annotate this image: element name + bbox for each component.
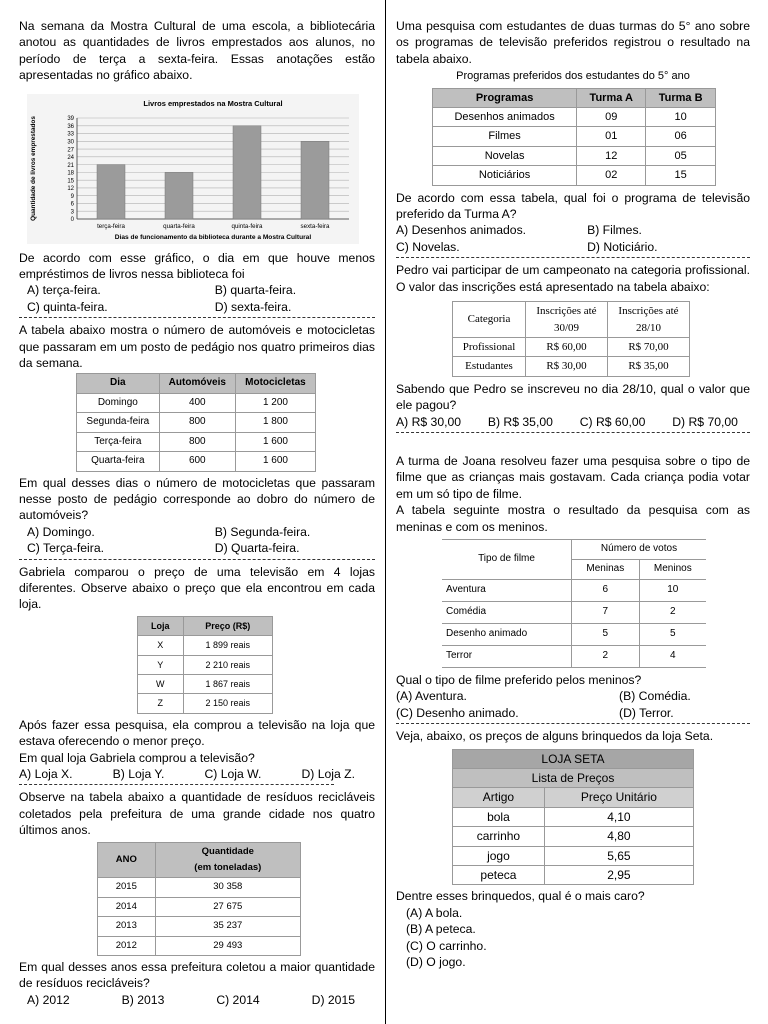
cell: 4 xyxy=(639,645,706,667)
reg-header-date2-1: Inscrições até xyxy=(618,305,679,318)
q7-option-a[interactable]: (A) Aventura. xyxy=(396,689,467,704)
cell: 2014 xyxy=(98,897,156,916)
cell: 2015 xyxy=(98,878,156,897)
chart-y-tick-label: 33 xyxy=(67,131,74,138)
chart-y-tick-label: 27 xyxy=(67,146,74,153)
chart-y-label: Quantidade de livros emprestados xyxy=(30,115,37,221)
cell: 800 xyxy=(159,432,235,451)
q2-option-c[interactable]: C) Terça-feira. xyxy=(27,541,104,556)
chart-bar xyxy=(97,164,125,218)
cell: 4,10 xyxy=(544,807,693,826)
q2-option-d[interactable]: D) Quarta-feira. xyxy=(214,541,300,556)
table-row xyxy=(77,393,316,412)
q3-option-b[interactable]: B) Loja Y. xyxy=(112,767,165,781)
table-row xyxy=(453,827,694,846)
cell: 30 358 xyxy=(155,878,300,897)
cell: 12 xyxy=(577,146,646,165)
table-row xyxy=(138,655,273,674)
cell: 10 xyxy=(639,579,706,601)
separator xyxy=(19,559,375,560)
cell: Desenho animado xyxy=(442,623,572,645)
chart-y-tick-label: 24 xyxy=(67,154,74,161)
movies-header-girls: Meninas xyxy=(572,559,640,579)
table-row xyxy=(433,108,716,127)
cell: 35 237 xyxy=(155,917,300,936)
chart-y-tick-label: 39 xyxy=(67,115,74,122)
table-row xyxy=(442,645,706,667)
cell: 02 xyxy=(577,166,646,185)
table-row xyxy=(98,936,301,955)
cell: 1 867 reais xyxy=(183,674,272,693)
cell: 5 xyxy=(639,623,706,645)
q6-option-b[interactable]: B) R$ 35,00 xyxy=(487,414,553,429)
toll-header-day: Dia xyxy=(77,374,160,393)
q3-option-a[interactable]: A) Loja X. xyxy=(19,767,73,781)
table-row xyxy=(433,127,716,146)
cell: 800 xyxy=(159,413,235,432)
q7-option-d[interactable]: (D) Terror. xyxy=(619,705,674,720)
q3-options xyxy=(19,766,375,782)
cell: 1 600 xyxy=(235,432,315,451)
cell: 5,65 xyxy=(544,846,693,865)
chart-bar xyxy=(233,125,261,218)
chart-y-tick-label: 21 xyxy=(67,162,74,169)
q3-option-d[interactable]: D) Loja Z. xyxy=(301,767,355,781)
tv-header-b: Turma B xyxy=(646,88,716,107)
table-row xyxy=(77,413,316,432)
cell: X xyxy=(138,636,184,655)
cell: 10 xyxy=(646,108,716,127)
q1-option-d[interactable]: D) sexta-feira. xyxy=(214,299,292,314)
q5-question: De acordo com essa tabela, qual foi o programa de televisão preferido da Turma A? xyxy=(396,190,750,222)
toy-header-item: Artigo xyxy=(453,788,545,807)
chart-x-label: Dias de funcionamento da biblioteca durante a Mostra Cultural xyxy=(114,233,312,241)
chart-y-tick-label: 3 xyxy=(70,209,74,216)
cell: 2 xyxy=(639,601,706,623)
q8-question: Dentre esses brinquedos, qual é o mais caro? xyxy=(396,889,645,904)
cell: 2 150 reais xyxy=(183,694,272,713)
table-row xyxy=(77,432,316,451)
q4-question: Em qual desses anos essa prefeitura coletou a maior quantidade de resíduos recicláveis? xyxy=(19,960,375,991)
q6-option-c[interactable]: C) R$ 60,00 xyxy=(579,414,646,429)
chart-bar xyxy=(301,141,329,219)
toy-table-title: LOJA SETA xyxy=(453,749,694,768)
store-table xyxy=(137,616,273,714)
cell: Y xyxy=(138,655,184,674)
separator xyxy=(396,432,750,433)
separator xyxy=(19,784,334,785)
chart-y-tick-label: 12 xyxy=(67,185,74,192)
q3-question-1: Após fazer essa pesquisa, ela comprou a televisão na loja que estava oferecendo o menor preço. xyxy=(19,717,375,749)
q4-text: Observe na tabela abaixo a quantidade de resíduos recicláveis coletados pela prefeitura de uma grande cidade nos quatro últimos anos. xyxy=(19,790,375,838)
q1-options xyxy=(19,282,375,315)
q2-option-a[interactable]: A) Domingo. xyxy=(27,524,95,539)
store-header-store: Loja xyxy=(138,616,184,635)
cell: Novelas xyxy=(433,146,577,165)
right-column xyxy=(396,18,750,970)
books-chart xyxy=(27,94,359,244)
cell: 400 xyxy=(159,393,235,412)
cell: 01 xyxy=(577,127,646,146)
left-column xyxy=(19,18,375,1008)
store-header-price: Preço (R$) xyxy=(183,616,272,635)
q8-option-d[interactable]: (D) O jogo. xyxy=(406,955,466,970)
q6-question: Sabendo que Pedro se inscreveu no dia 28/10, qual o valor que ele pagou? xyxy=(396,381,750,413)
q7-text-1: A turma de Joana resolveu fazer uma pesquisa sobre o tipo de filme que as crianças mais gostavam. Cada criança podia votar em um só tipo de filme. xyxy=(396,453,750,501)
cell: carrinho xyxy=(453,827,545,846)
cell: 2,95 xyxy=(544,866,693,885)
cell: 09 xyxy=(577,108,646,127)
cell: bola xyxy=(453,807,545,826)
q7-question: Qual o tipo de filme preferido pelos meninos? xyxy=(396,672,642,687)
q7-text-2: A tabela seguinte mostra o resultado da pesquisa com as meninas e com os meninos. xyxy=(396,503,750,534)
cell: peteca xyxy=(453,866,545,885)
cell: 27 675 xyxy=(155,897,300,916)
separator xyxy=(19,317,375,318)
q8-option-c[interactable]: (C) O carrinho. xyxy=(406,938,487,953)
cell: 29 493 xyxy=(155,936,300,955)
chart-y-tick-label: 6 xyxy=(70,201,74,208)
cell: 600 xyxy=(159,452,235,471)
chart-x-tick-label: quinta-feira xyxy=(231,222,263,230)
q5-option-a[interactable]: A) Desenhos animados. xyxy=(396,223,527,238)
movies-header-type: Tipo de filme xyxy=(442,539,572,579)
q2-options xyxy=(19,524,375,557)
cell: Quarta-feira xyxy=(77,452,160,471)
cell: Estudantes xyxy=(453,357,526,376)
waste-header-qty-1: Quantidade xyxy=(201,845,254,857)
cell: 2013 xyxy=(98,917,156,936)
cell: 1 600 xyxy=(235,452,315,471)
chart-bar xyxy=(165,172,193,219)
toll-header-cars: Automóveis xyxy=(159,374,235,393)
q2-option-b[interactable]: B) Segunda-feira. xyxy=(214,524,311,539)
waste-table xyxy=(97,842,301,956)
chart-y-tick-label: 18 xyxy=(67,170,74,177)
q8-text: Veja, abaixo, os preços de alguns brinquedos da loja Seta. xyxy=(396,729,714,744)
cell: 4,80 xyxy=(544,827,693,846)
cell: 1 899 reais xyxy=(183,636,272,655)
toy-header-price: Preço Unitário xyxy=(544,788,693,807)
q4-option-b[interactable]: B) 2013 xyxy=(121,992,165,1007)
books-chart-svg xyxy=(27,94,359,244)
q3-option-c[interactable]: C) Loja W. xyxy=(204,767,262,781)
table-row xyxy=(433,166,716,185)
q3-question-2: Em qual loja Gabriela comprou a televisão? xyxy=(19,750,255,765)
q5-text: Uma pesquisa com estudantes de duas turmas do 5° ano sobre os programas de televisão preferidos registrou o resultado na tabela abaixo. xyxy=(396,19,750,66)
q1-text: Na semana da Mostra Cultural de uma escola, a bibliotecária anotou as quantidades de livros emprestados aos alunos, no período de terça a sexta-feira. Essas anotações estão apresentadas no gráfico abaixo. xyxy=(19,19,375,83)
table-row xyxy=(453,807,694,826)
tv-programs-table xyxy=(432,88,716,186)
cell: Comédia xyxy=(442,601,572,623)
cell: 2 210 reais xyxy=(183,655,272,674)
cell: Desenhos animados xyxy=(433,108,577,127)
q4-options xyxy=(19,992,375,1008)
table-row xyxy=(442,623,706,645)
table-row xyxy=(453,357,690,376)
waste-header-qty xyxy=(155,842,300,878)
movies-header-votes: Número de votos xyxy=(572,539,707,559)
q5-option-b[interactable]: B) Filmes. xyxy=(587,223,642,238)
cell: 05 xyxy=(646,146,716,165)
reg-header-date2-2: 28/10 xyxy=(635,321,662,334)
q7-options xyxy=(396,688,750,721)
cell: 1 800 xyxy=(235,413,315,432)
table-row xyxy=(98,897,301,916)
table-row xyxy=(442,601,706,623)
cell: Z xyxy=(138,694,184,713)
cell: Domingo xyxy=(77,393,160,412)
q2-question: Em qual desses dias o número de motocicletas que passaram nesse posto de pedágio corresponde ao dobro do número de automóveis? xyxy=(19,475,375,523)
q6-option-d[interactable]: D) R$ 70,00 xyxy=(672,414,738,429)
cell: R$ 35,00 xyxy=(607,357,689,376)
toll-table xyxy=(76,373,316,471)
cell: R$ 60,00 xyxy=(525,337,607,356)
q3-text: Gabriela comparou o preço de uma televisão em 4 lojas diferentes. Observe abaixo o preço que ela encontrou em cada loja. xyxy=(19,564,375,612)
reg-header-date2 xyxy=(607,302,689,338)
cell: Segunda-feira xyxy=(77,413,160,432)
table-row xyxy=(98,878,301,897)
separator xyxy=(396,257,750,258)
q8-option-a[interactable]: (A) A bola. xyxy=(406,905,463,920)
cell: Profissional xyxy=(453,337,526,356)
q6-text: Pedro vai participar de um campeonato na categoria profissional. O valor das inscrições está apresentado na tabela abaixo: xyxy=(396,263,750,294)
cell: 6 xyxy=(572,579,640,601)
cell: 1 200 xyxy=(235,393,315,412)
chart-x-tick-label: quarta-feira xyxy=(163,222,195,230)
q5-option-c[interactable]: C) Novelas. xyxy=(396,239,460,254)
cell: Filmes xyxy=(433,127,577,146)
q5-options xyxy=(388,222,750,255)
reg-header-date1 xyxy=(525,302,607,338)
separator xyxy=(396,723,750,724)
waste-header-qty-2: (em toneladas) xyxy=(194,862,262,874)
chart-y-tick-label: 36 xyxy=(67,123,74,130)
q1-option-c[interactable]: C) quinta-feira. xyxy=(27,299,108,314)
chart-y-tick-label: 9 xyxy=(70,193,74,200)
cell: Noticiários xyxy=(433,166,577,185)
toy-prices-table xyxy=(452,749,694,886)
tv-header-a: Turma A xyxy=(577,88,646,107)
q4-option-d[interactable]: D) 2015 xyxy=(311,992,355,1007)
chart-y-tick-label: 15 xyxy=(67,177,74,184)
cell: Terça-feira xyxy=(77,432,160,451)
chart-title: Livros emprestados na Mostra Cultural xyxy=(143,98,283,108)
table-row xyxy=(453,866,694,885)
waste-header-year: ANO xyxy=(98,842,156,878)
table-row xyxy=(77,452,316,471)
q6-options xyxy=(396,414,750,430)
table-row xyxy=(453,337,690,356)
table-row xyxy=(138,694,273,713)
cell: 06 xyxy=(646,127,716,146)
table-row xyxy=(442,579,706,601)
cell: 5 xyxy=(572,623,640,645)
q1-option-a[interactable]: A) terça-feira. xyxy=(27,283,101,298)
q4-option-c[interactable]: C) 2014 xyxy=(216,992,260,1007)
table-row xyxy=(98,917,301,936)
cell: 2012 xyxy=(98,936,156,955)
q8-option-b[interactable]: (B) A peteca. xyxy=(406,922,476,937)
movies-header-boys: Meninos xyxy=(639,559,706,579)
q7-option-b[interactable]: (B) Comédia. xyxy=(619,689,691,704)
table-row xyxy=(453,846,694,865)
q8-options xyxy=(396,905,750,971)
cell: jogo xyxy=(453,846,545,865)
q1-option-b[interactable]: B) quarta-feira. xyxy=(214,283,297,298)
table-row xyxy=(138,636,273,655)
cell: Terror xyxy=(442,645,572,667)
column-divider xyxy=(385,0,386,1024)
q6-option-a[interactable]: A) R$ 30,00 xyxy=(396,414,462,429)
q1-question: De acordo com esse gráfico, o dia em que houve menos empréstimos de livros nessa biblioteca foi xyxy=(19,250,375,282)
registration-table xyxy=(452,301,690,377)
reg-header-date1-1: Inscrições até xyxy=(536,305,597,318)
reg-header-date1-2: 30/09 xyxy=(553,321,580,334)
cell: R$ 30,00 xyxy=(525,357,607,376)
movies-table xyxy=(442,539,706,668)
tv-header-program: Programas xyxy=(433,88,577,107)
cell: Aventura xyxy=(442,579,572,601)
toy-table-subtitle: Lista de Preços xyxy=(453,769,694,788)
q2-text: A tabela abaixo mostra o número de automóveis e motocicletas que passaram em um posto de pedágio nos quatro primeiros dias da semana. xyxy=(19,323,375,371)
cell: 2 xyxy=(572,645,640,667)
cell: 7 xyxy=(572,601,640,623)
q5-option-d[interactable]: D) Noticiário. xyxy=(587,239,658,254)
q7-option-c[interactable]: (C) Desenho animado. xyxy=(396,705,519,720)
q5-table-title: Programas preferidos dos estudantes do 5° ano xyxy=(456,70,690,83)
chart-x-tick-label: terça-feira xyxy=(97,222,125,230)
toll-header-motos: Motocicletas xyxy=(235,374,315,393)
q4-option-a[interactable]: A) 2012 xyxy=(27,992,70,1007)
table-row xyxy=(433,146,716,165)
cell: W xyxy=(138,674,184,693)
cell: 15 xyxy=(646,166,716,185)
chart-y-tick-label: 0 xyxy=(70,216,74,223)
reg-header-category: Categoria xyxy=(453,302,526,338)
cell: R$ 70,00 xyxy=(607,337,689,356)
chart-x-tick-label: sexta-feira xyxy=(300,222,330,230)
chart-y-tick-label: 30 xyxy=(67,139,74,146)
table-row xyxy=(138,674,273,693)
